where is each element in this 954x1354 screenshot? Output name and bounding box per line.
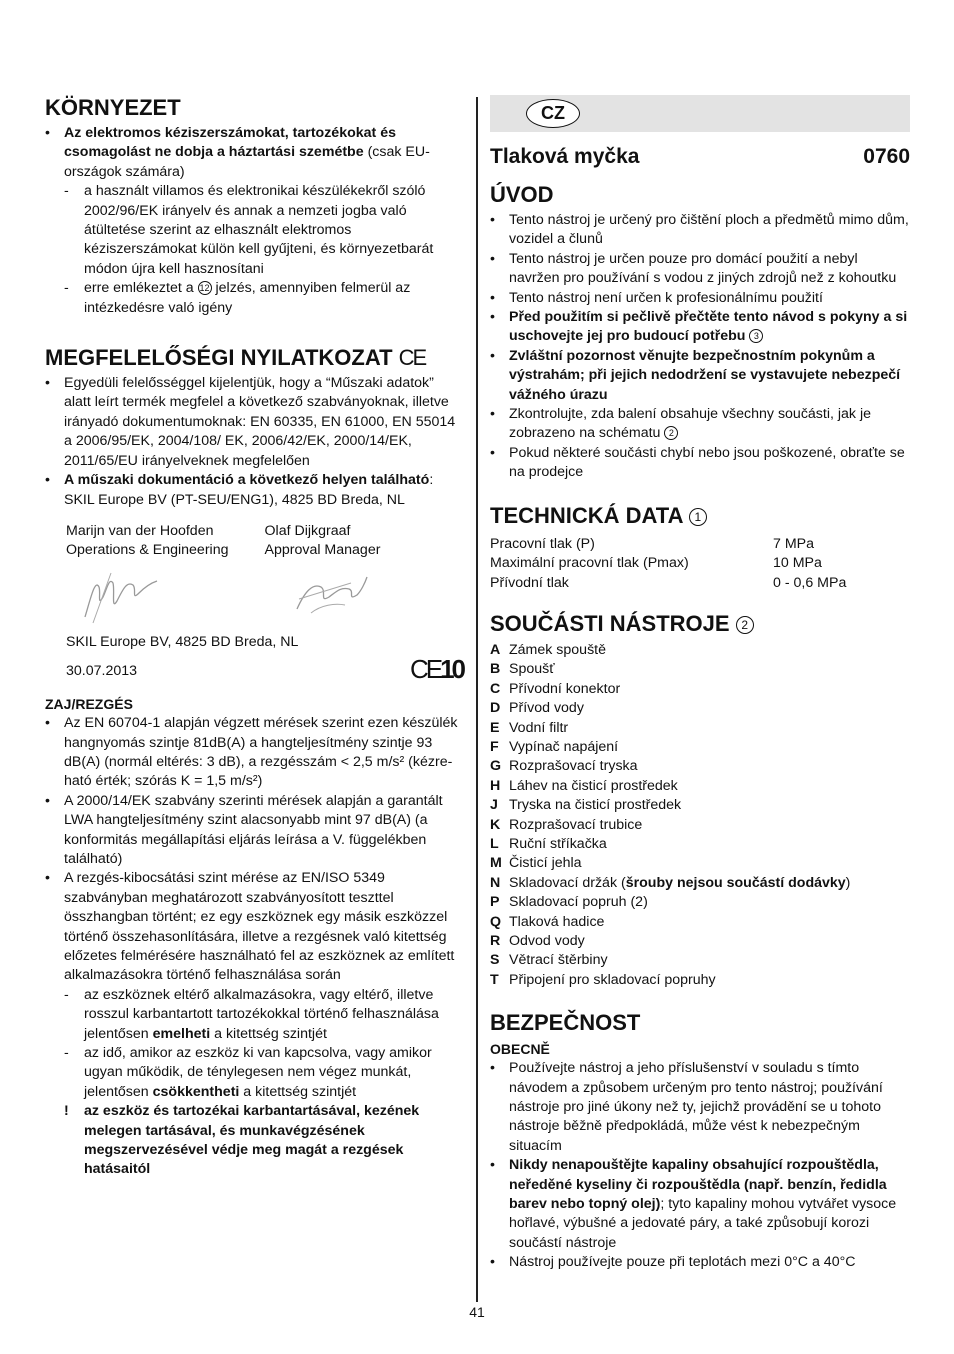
symbol-12: 12	[199, 283, 210, 294]
model-number: 0760	[863, 145, 910, 168]
tech-data-table	[490, 535, 910, 593]
safety-subheading: OBECNĚ	[490, 1041, 550, 1058]
part-item: H Láhev na čisticí prostředek	[490, 777, 678, 794]
language-bar	[490, 95, 910, 132]
part-item: K Rozprašovací trubice	[490, 816, 643, 833]
part-item: B Spoušť	[490, 661, 555, 678]
part-item: Q Tlaková hadice	[490, 913, 605, 930]
signatures	[66, 561, 463, 633]
intro-bullet: • Tento nástroj je určený pro čištění ploch a předmětů mimo dům, vozidel a člunů	[490, 211, 910, 250]
intro-heading: ÚVOD	[490, 182, 554, 207]
part-item: T Připojení pro skladovací popruhy	[490, 971, 716, 988]
noise-bullet: • A 2000/14/EK szabvány szerinti mérések alapján a garantált LWA hangteljesítmény szint alacsonyabb mint 97 dB(A) (a konformitás megállapítási eljárás leírása a V. függelékben található)	[45, 792, 463, 870]
tech-data-row: Maximální pracovní tlak (Pmax) 10 MPa	[490, 555, 822, 572]
column-divider	[476, 97, 478, 1302]
product-title: Tlaková myčka 0760	[490, 145, 910, 168]
declaration-heading: MEGFELELŐSÉGI NYILATKOZAT CE	[45, 345, 426, 371]
left-column	[45, 95, 463, 1180]
signatories: Marijn van der Hoofden Operations & Engineering Olaf Dijkgraaf Approval Manager	[66, 522, 381, 559]
noise-dash: - az idő, amikor az eszköz ki van kapcsolva, vagy amikor ugyan működik, de ténylegesen nem végez munkát, jelentősen csökkentheti a kitettség szintjét	[45, 1044, 463, 1102]
part-item: R Odvod vody	[490, 933, 585, 949]
language-badge: CZ	[526, 99, 580, 128]
signature-2	[291, 569, 371, 619]
declaration-date: 30.07.2013	[66, 663, 138, 680]
noise-dash: - az eszköznek eltérő alkalmazásokra, vagy eltérő, illetve rosszul karbantartott tartozékokkal történő felhasználása jelentősen emelheti a kitettség szintjét	[45, 986, 463, 1044]
parts-list	[490, 641, 910, 990]
part-item: A Zámek spouště	[490, 641, 606, 658]
noise-bullet: • A rezgés-kibocsátási szint mérése az EN/ISO 5349 szabványban meghatározott szabványosított teszttel összhangban történt; ez egy eszköznek egy másik eszközzel történő összehasonlítására, illetve a rezgésnek való kitettség előzetes felmérésére használható fel az eszköznek az említett alkalmazásokra történő felhasználása során	[45, 869, 463, 985]
environment-heading: KÖRNYEZET	[45, 95, 181, 120]
tech-data-row: Přívodní tlak 0 - 0,6 MPa	[490, 574, 847, 591]
part-item: E Vodní filtr	[490, 719, 569, 736]
right-column	[490, 95, 910, 1273]
part-item: S Větrací štěrbiny	[490, 952, 608, 969]
environment-dash: - a használt villamos és elektronikai készülékekről szóló 2002/96/EK irányelv és annak a nemzeti jogba való átültetése szerint az elhasznált elektromos kéziszerszámokat külön kell gyűjteni, és környezetbarát módon újra kell hasznosítani	[45, 182, 463, 279]
intro-bullet: • Tento nástroj je určen pouze pro domácí použití a nebyl navržen pro používání s vodou z jiných zdrojů než z kohoutku	[490, 250, 910, 289]
part-item: D Přívod vody	[490, 700, 584, 717]
tech-data-heading: TECHNICKÁ DATA 1	[490, 503, 910, 529]
intro-bullet: • Tento nástroj není určen k profesionálnímu použití	[490, 289, 910, 308]
ce-mark: CE	[398, 345, 426, 371]
part-item: M Čisticí jehla	[490, 855, 582, 872]
noise-bullet: • Az EN 60704-1 alapján végzett mérések szerint ezen készülék hangnyomás szintje 81dB(A) a hangteljesítmény szintje 93 dB(A) (normál eltérés: 3 dB), a rezgésszám < 2,5 m/s² (kézre-ható érték; szórás K = 1,5 m/s²)	[45, 714, 463, 792]
safety-heading: BEZPEČNOST	[490, 1010, 641, 1036]
intro-bullet: • Zvláštní pozornost věnujte bezpečnostním pokynům a výstrahám; při jejich nedodržení se vystavujete nebezpečí vážného úrazu	[490, 347, 910, 405]
declaration-bullet: • Egyedüli felelősséggel kijelentjük, hogy a “Műszaki adatok” alatt leírt termék megfelel a következő szabványoknak, illetve irányadó dokumentumoknak: EN 60335, EN 61000, EN 55014 a 2006/95/EK, 2004/108/ EK, 2006/42/EK, 2000/14/EK, 2011/65/EU irányelveknek megfelelően	[45, 374, 463, 471]
intro-bullet: • Před použitím si pečlivě přečtěte tento návod s pokyny a si uschovejte jej pro budoucí potřebu 3	[490, 308, 910, 347]
environment-bullet: • Az elektromos kéziszerszámokat, tartozékokat és csomagolást ne dobja a háztartási szemétbe (csak EU-országok számára)	[45, 124, 463, 182]
parts-heading: SOUČÁSTI NÁSTROJE 2	[490, 611, 910, 637]
part-item: G Rozprašovací tryska	[490, 758, 638, 775]
part-item: L Ruční stříkačka	[490, 835, 607, 852]
safety-bullet: • Používejte nástroj a jeho příslušenství v souladu s tímto návodem a způsobem určeným pro tento nástroj; používání nástroje pro jiné úkony než ty, jejichž provádění se u tohoto nástroje běžně předpokládá, může vést k nebezpečným situacím	[490, 1059, 910, 1156]
part-item: N Skladovací držák (šrouby nejsou součástí dodávky)	[490, 874, 851, 891]
part-item: C Přívodní konektor	[490, 680, 621, 697]
company-address: SKIL Europe BV, 4825 BD Breda, NL	[66, 633, 299, 650]
part-item: F Vypínač napájení	[490, 738, 619, 755]
intro-bullet: • Pokud některé součásti chybí nebo jsou poškozené, obraťte se na prodejce	[490, 444, 910, 483]
signature-1	[81, 567, 161, 625]
intro-bullet: • Zkontrolujte, zda balení obsahuje všechny součásti, jak je zobrazeno na schématu 2	[490, 405, 910, 444]
part-item: J Tryska na čisticí prostředek	[490, 797, 682, 814]
page-number: 41	[469, 1304, 485, 1320]
declaration-bullet: • A műszaki dokumentáció a következő helyen található: SKIL Europe BV (PT-SEU/ENG1), 4825 BD Breda, NL	[45, 471, 463, 510]
tech-data-row: Pracovní tlak (P) 7 MPa	[490, 535, 815, 552]
environment-dash: - erre emlékeztet a 12 jelzés, amennyiben felmerül az intézkedésre való igény	[45, 279, 463, 318]
noise-warning: ! az eszköz és tartozékai karbantartásával, kezének melegen tartásával, és munkavégzésének megszervezésével védje meg magát a rezgések hatásaitól	[45, 1102, 463, 1180]
part-item: P Skladovací popruh (2)	[490, 894, 648, 911]
ce10-mark: CE10	[409, 654, 463, 685]
safety-bullet: • Nástroj používejte pouze při teplotách mezi 0°C a 40°C	[490, 1253, 910, 1272]
noise-heading: ZAJ/REZGÉS	[45, 696, 133, 713]
safety-bullet: • Nikdy nenapouštějte kapaliny obsahující rozpouštědla, neředěné kyseliny či rozpouštědla (např. benzín, ředidla barev nebo topný olej); tyto kapaliny mohou vytvářet vysoce hořlavé, výbušné a jedovaté páry, a také způsobují korozi součástí nástroje	[490, 1156, 910, 1253]
